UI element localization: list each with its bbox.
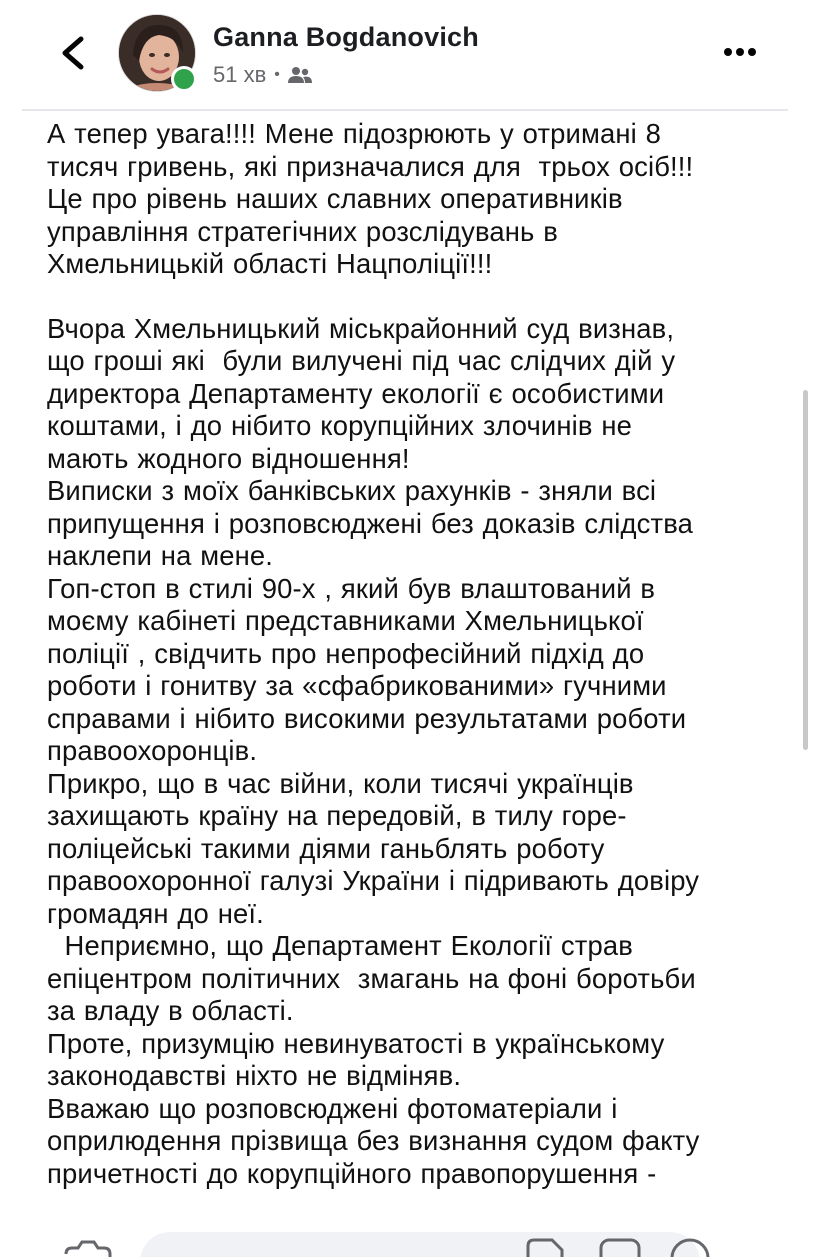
more-options-icon <box>723 47 757 57</box>
friends-icon <box>288 66 312 84</box>
back-button[interactable] <box>52 30 92 76</box>
camera-icon[interactable] <box>62 1240 112 1257</box>
author-name[interactable]: Ganna Bogdanovich <box>213 22 479 52</box>
emoji-icon[interactable] <box>668 1236 712 1257</box>
back-arrow-icon <box>59 35 85 71</box>
comment-bar <box>0 1220 827 1257</box>
online-status-indicator <box>171 66 197 92</box>
post-paragraph-1: А тепер увага!!!! Мене підозрюють у отримані 8 тисяч гривень, які призначалися для трьох осіб!!! Це про рівень наших славних оперативників управління стратегічних розслідувань в Хмельницькій області Нацполіції!!! <box>47 118 694 279</box>
header-divider <box>22 109 788 111</box>
author-avatar-wrapper[interactable] <box>118 14 196 92</box>
meta-separator: • <box>274 66 280 83</box>
scrollbar[interactable] <box>803 390 808 750</box>
post-meta <box>213 62 312 88</box>
sticker-icon[interactable] <box>522 1236 566 1257</box>
post-paragraph-2: Вчора Хмельницький міськрайонний суд визнав, що гроші які були вилучені під час слідчих дій у директора Департаменту екології є особистими коштами, і до нібито корупційних злочинів не мають жодного відношення! Виписки з моїх банківських рахунків - зняли всі припущення і розповсюджені без доказів слідства наклепи на мене. Гоп-стоп в стилі 90-х , який був влаштований в моєму кабінеті представниками Хмельницької поліції , свідчить про непрофесійний підхід до роботи і гонитву за «сфабрикованими» гучними справами і нібито високими результатами роботи правоохоронців. Прикро, що в час війни, коли тисячі українців захищають країну на передовій, в тилу горе- поліцейські такими діями ганьблять роботу правоохоронної галузі України і підривають довіру громадян до неї. Неприємно, що Департамент Екології страв епіцентром політичних змагань на фоні боротьби за владу в області. Проте, призумцію невинуватості в українському законодавстві ніхто не відміняв. Вважаю що розповсюджені фотоматеріали і оприлюдення прізвища без визнання судом факту причетності до корупційного правопорушення - <box>47 312 700 1189</box>
more-options-button[interactable] <box>722 38 758 66</box>
paragraph-gap <box>47 281 787 313</box>
gif-icon[interactable] <box>598 1236 642 1257</box>
post-time[interactable]: 51 хв <box>213 62 267 87</box>
post-header <box>0 0 827 110</box>
post-text <box>47 118 787 1190</box>
